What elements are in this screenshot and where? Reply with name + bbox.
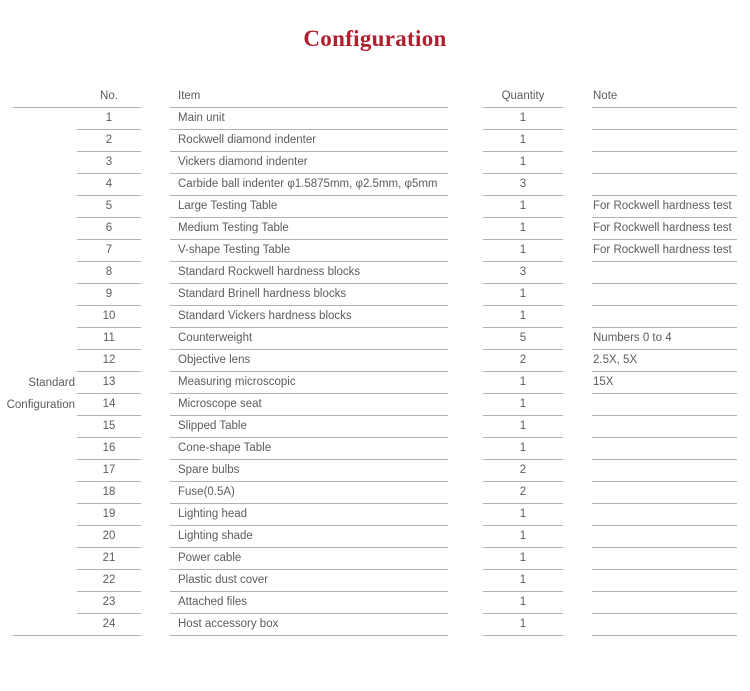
row-no: 15 (77, 416, 141, 438)
row-item: Main unit (170, 108, 448, 130)
row-quantity: 1 (483, 614, 563, 636)
group-label-cell (13, 218, 77, 240)
row-no: 14 (77, 394, 141, 416)
row-quantity: 1 (483, 240, 563, 262)
group-label-cell (13, 438, 77, 460)
table-row (0, 218, 750, 240)
table-row (0, 306, 750, 328)
row-item: Standard Rockwell hardness blocks (170, 262, 448, 284)
row-quantity: 1 (483, 196, 563, 218)
row-no: 12 (77, 350, 141, 372)
row-quantity: 1 (483, 394, 563, 416)
row-item: Standard Vickers hardness blocks (170, 306, 448, 328)
row-note (592, 614, 737, 636)
row-note: 2.5X, 5X (592, 350, 737, 372)
row-item: Measuring microscopic (170, 372, 448, 394)
row-item: Objective lens (170, 350, 448, 372)
row-note: For Rockwell hardness test (592, 196, 737, 218)
group-label-cell (13, 614, 77, 636)
row-note (592, 504, 737, 526)
group-label-cell (13, 460, 77, 482)
table-row (0, 240, 750, 262)
page (0, 26, 750, 636)
group-label-cell (13, 570, 77, 592)
row-quantity: 1 (483, 152, 563, 174)
table-row (0, 174, 750, 196)
row-note: 15X (592, 372, 737, 394)
row-item: Counterweight (170, 328, 448, 350)
group-label-cell (13, 284, 77, 306)
row-item: Slipped Table (170, 416, 448, 438)
row-note (592, 460, 737, 482)
group-column-header-spacer (13, 86, 77, 108)
table-row (0, 548, 750, 570)
table-row (0, 460, 750, 482)
row-quantity: 1 (483, 504, 563, 526)
row-note (592, 416, 737, 438)
group-label-cell (13, 196, 77, 218)
row-note: For Rockwell hardness test (592, 218, 737, 240)
group-label-cell: Configuration (6, 398, 75, 411)
row-item: Standard Brinell hardness blocks (170, 284, 448, 306)
group-label-cell (13, 108, 77, 130)
group-label-cell (13, 592, 77, 614)
row-no: 7 (77, 240, 141, 262)
row-no: 5 (77, 196, 141, 218)
row-quantity: 1 (483, 438, 563, 460)
table-row (0, 438, 750, 460)
group-label-cell (13, 328, 77, 350)
row-no: 4 (77, 174, 141, 196)
group-label-cell (13, 152, 77, 174)
table-row (0, 350, 750, 372)
row-quantity: 1 (483, 284, 563, 306)
row-quantity: 1 (483, 218, 563, 240)
column-header-item: Item (170, 86, 448, 108)
group-label-cell (13, 416, 77, 438)
table-row (0, 526, 750, 548)
table-row (0, 152, 750, 174)
row-quantity: 3 (483, 174, 563, 196)
table-row (0, 262, 750, 284)
row-quantity: 1 (483, 416, 563, 438)
row-quantity: 5 (483, 328, 563, 350)
table-row (0, 284, 750, 306)
row-item: Lighting shade (170, 526, 448, 548)
table-row (0, 372, 750, 394)
group-label-cell (13, 482, 77, 504)
row-note (592, 438, 737, 460)
group-label-cell (13, 262, 77, 284)
row-no: 11 (77, 328, 141, 350)
row-no: 10 (77, 306, 141, 328)
row-no: 23 (77, 592, 141, 614)
row-note (592, 130, 737, 152)
row-item: Large Testing Table (170, 196, 448, 218)
group-label-cell: Standard (28, 376, 75, 389)
row-note (592, 394, 737, 416)
row-item: Spare bulbs (170, 460, 448, 482)
row-no: 16 (77, 438, 141, 460)
row-item: Vickers diamond indenter (170, 152, 448, 174)
table-body (0, 108, 750, 636)
row-no: 3 (77, 152, 141, 174)
row-item: Cone-shape Table (170, 438, 448, 460)
row-quantity: 2 (483, 482, 563, 504)
row-note: Numbers 0 to 4 (592, 328, 737, 350)
page-title: Configuration (303, 26, 447, 51)
row-item: Rockwell diamond indenter (170, 130, 448, 152)
row-no: 9 (77, 284, 141, 306)
row-no: 24 (77, 614, 141, 636)
row-note: For Rockwell hardness test (592, 240, 737, 262)
row-note (592, 306, 737, 328)
row-item: Lighting head (170, 504, 448, 526)
row-note (592, 482, 737, 504)
row-no: 22 (77, 570, 141, 592)
table-row (0, 108, 750, 130)
row-quantity: 3 (483, 262, 563, 284)
row-note (592, 108, 737, 130)
group-label-cell (13, 240, 77, 262)
row-quantity: 1 (483, 306, 563, 328)
row-note (592, 592, 737, 614)
table-row (0, 592, 750, 614)
row-item: Carbide ball indenter φ1.5875mm, φ2.5mm, φ5mm (170, 174, 448, 196)
row-item: Power cable (170, 548, 448, 570)
table-row (0, 328, 750, 350)
row-no: 8 (77, 262, 141, 284)
group-label-cell (13, 174, 77, 196)
row-quantity: 1 (483, 570, 563, 592)
group-label-cell (13, 306, 77, 328)
row-item: V-shape Testing Table (170, 240, 448, 262)
row-note (592, 570, 737, 592)
group-label-cell (13, 504, 77, 526)
row-quantity: 2 (483, 460, 563, 482)
row-no: 2 (77, 130, 141, 152)
table-row (0, 394, 750, 416)
row-note (592, 284, 737, 306)
row-note (592, 152, 737, 174)
row-quantity: 1 (483, 548, 563, 570)
row-no: 6 (77, 218, 141, 240)
table-row (0, 570, 750, 592)
row-quantity: 2 (483, 350, 563, 372)
table-row (0, 416, 750, 438)
row-no: 17 (77, 460, 141, 482)
table-row (0, 482, 750, 504)
row-item: Plastic dust cover (170, 570, 448, 592)
row-item: Host accessory box (170, 614, 448, 636)
table-row (0, 196, 750, 218)
row-quantity: 1 (483, 372, 563, 394)
row-note (592, 526, 737, 548)
row-item: Attached files (170, 592, 448, 614)
table-header-row (0, 86, 750, 108)
row-no: 13 (77, 372, 141, 394)
row-note (592, 262, 737, 284)
row-note (592, 548, 737, 570)
table-row (0, 130, 750, 152)
group-label-cell (13, 130, 77, 152)
row-item: Fuse(0.5A) (170, 482, 448, 504)
row-no: 18 (77, 482, 141, 504)
row-no: 19 (77, 504, 141, 526)
group-label-cell (13, 526, 77, 548)
row-no: 20 (77, 526, 141, 548)
row-no: 21 (77, 548, 141, 570)
row-item: Microscope seat (170, 394, 448, 416)
column-header-no: No. (77, 86, 141, 108)
column-header-note: Note (592, 86, 737, 108)
row-no: 1 (77, 108, 141, 130)
row-quantity: 1 (483, 526, 563, 548)
group-label-cell (13, 350, 77, 372)
column-header-quantity: Quantity (483, 86, 563, 108)
row-note (592, 174, 737, 196)
group-label-cell (13, 548, 77, 570)
table-row (0, 614, 750, 636)
row-quantity: 1 (483, 130, 563, 152)
row-item: Medium Testing Table (170, 218, 448, 240)
configuration-table (0, 86, 750, 636)
table-row (0, 504, 750, 526)
row-quantity: 1 (483, 108, 563, 130)
row-quantity: 1 (483, 592, 563, 614)
